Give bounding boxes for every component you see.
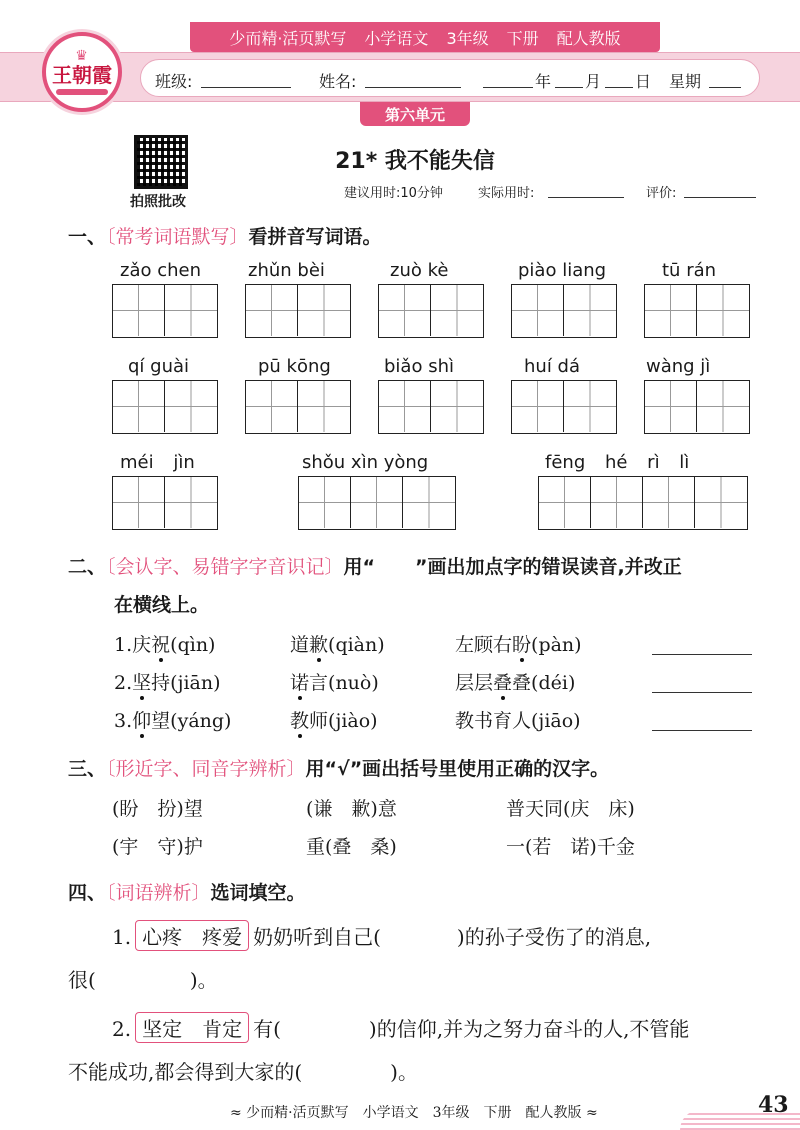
writing-grid[interactable] bbox=[298, 476, 456, 530]
item-number: 3. bbox=[114, 710, 133, 732]
item-text: 道 bbox=[290, 634, 310, 656]
series-item: 下册 bbox=[506, 28, 539, 48]
pinyin: huí dá bbox=[524, 356, 580, 377]
actual-time-label: 实际用时: bbox=[478, 186, 535, 201]
section-2-instruction-cont: 在横线上。 bbox=[114, 594, 210, 616]
section-instruction: 用“ bbox=[343, 556, 376, 578]
pinyin: fēng hé rì lì bbox=[545, 452, 690, 473]
writing-grid[interactable] bbox=[538, 476, 748, 530]
item-pinyin: (yáng) bbox=[170, 710, 232, 732]
pinyin: tū rán bbox=[662, 260, 717, 281]
section-tag: 〔会认字、易错字字音识记〕 bbox=[106, 556, 344, 578]
section-1-heading bbox=[68, 222, 382, 249]
section-number: 三、 bbox=[68, 758, 107, 780]
year-field[interactable] bbox=[483, 70, 533, 88]
qr-label: 拍照批改 bbox=[130, 194, 186, 210]
crown-icon: ♛ bbox=[75, 48, 89, 64]
char-choice-item[interactable]: (盼 扮)望 bbox=[112, 798, 203, 820]
section-tag: 〔常考词语默写〕 bbox=[106, 226, 249, 248]
pinyin: zǎo chen bbox=[120, 260, 201, 281]
item-pinyin: (qìn) bbox=[170, 634, 216, 656]
weekday-field[interactable] bbox=[709, 70, 741, 88]
char-choice-item[interactable]: (谦 歉)意 bbox=[306, 798, 397, 820]
class-label: 班级: bbox=[155, 72, 193, 91]
word-choices: 心疼 疼爱 bbox=[135, 920, 249, 951]
name-label: 姓名: bbox=[319, 72, 357, 91]
month-field[interactable] bbox=[555, 70, 583, 88]
pronunciation-item bbox=[455, 630, 582, 657]
section-instruction: 用“√”画出括号里使用正确的汉字。 bbox=[305, 758, 610, 780]
fill-question-1 bbox=[112, 920, 651, 951]
section-tag: 〔形近字、同音字辨析〕 bbox=[106, 758, 306, 780]
writing-grid[interactable] bbox=[245, 380, 351, 434]
series-item: 3年级 bbox=[446, 28, 489, 48]
pronunciation-item bbox=[290, 630, 385, 657]
writing-grid[interactable] bbox=[378, 284, 484, 338]
question-text: )的孙子受伤了的消息, bbox=[456, 925, 652, 949]
section-instruction: ”画出加点字的错误读音,并改正 bbox=[415, 556, 682, 578]
section-number: 二、 bbox=[68, 556, 107, 578]
section-instruction: 选词填空。 bbox=[210, 882, 306, 904]
section-number: 一、 bbox=[68, 226, 107, 248]
item-text: 教书育人 bbox=[455, 710, 532, 732]
dotted-char: 教 bbox=[290, 710, 310, 732]
item-text: 持 bbox=[151, 672, 171, 694]
year-label: 年 bbox=[535, 72, 552, 91]
question-text: 很( bbox=[68, 968, 96, 992]
brand-logo bbox=[42, 32, 122, 112]
question-text: 奶奶听到自己( bbox=[253, 925, 381, 949]
writing-grid[interactable] bbox=[112, 380, 218, 434]
pinyin: zhǔn bèi bbox=[248, 260, 325, 281]
section-2-heading bbox=[68, 552, 682, 579]
weekday-label: 星期 bbox=[669, 72, 702, 91]
pinyin: méi jìn bbox=[120, 452, 195, 473]
pronunciation-item bbox=[114, 630, 215, 657]
question-text: 有( bbox=[253, 1017, 281, 1041]
item-pinyin: (jiāo) bbox=[531, 710, 581, 732]
question-text: )。 bbox=[390, 1060, 418, 1084]
footer-series: ≈ 少而精·活页默写 小学语文 3年级 下册 配人教版 ≈ bbox=[230, 1105, 598, 1121]
fill-question-1-cont bbox=[68, 964, 218, 993]
logo-ribbon bbox=[56, 89, 108, 95]
item-text: 望 bbox=[151, 710, 171, 732]
answer-line[interactable] bbox=[652, 654, 752, 655]
char-choice-item[interactable]: (宇 守)护 bbox=[112, 836, 203, 858]
dotted-char: 盼 bbox=[512, 634, 532, 656]
question-text: )的信仰,并为之努力奋斗的人,不管能 bbox=[368, 1017, 690, 1041]
item-pinyin: (pàn) bbox=[531, 634, 582, 656]
item-pinyin: (déi) bbox=[531, 672, 576, 694]
pronunciation-item bbox=[114, 668, 221, 695]
day-field[interactable] bbox=[605, 70, 633, 88]
dotted-char: 歉 bbox=[309, 634, 329, 656]
item-pinyin: (jiào) bbox=[328, 710, 378, 732]
month-label: 月 bbox=[585, 72, 602, 91]
question-text: 不能成功,都会得到大家的( bbox=[68, 1060, 303, 1084]
pinyin: zuò kè bbox=[390, 260, 449, 281]
question-text: )。 bbox=[189, 968, 218, 992]
writing-grid[interactable] bbox=[511, 380, 617, 434]
rating-label: 评价: bbox=[646, 186, 677, 201]
section-number: 四、 bbox=[68, 882, 107, 904]
word-choices: 坚定 肯定 bbox=[135, 1012, 249, 1043]
item-pinyin: (jiān) bbox=[170, 672, 221, 694]
writing-grid[interactable] bbox=[378, 380, 484, 434]
series-item: 少而精·活页默写 bbox=[229, 28, 347, 48]
answer-line[interactable] bbox=[652, 730, 752, 731]
pinyin: wàng jì bbox=[646, 356, 711, 377]
series-item: 小学语文 bbox=[364, 28, 429, 48]
item-text: 层层 bbox=[455, 672, 494, 694]
pinyin: qí guài bbox=[128, 356, 190, 377]
dotted-char: 仰 bbox=[132, 710, 152, 732]
section-4-heading bbox=[68, 878, 306, 905]
page-number: 43 bbox=[758, 1092, 789, 1118]
pronunciation-item bbox=[290, 706, 378, 733]
section-instruction: 看拼音写词语。 bbox=[248, 226, 382, 248]
dotted-char: 叠 bbox=[493, 672, 513, 694]
answer-line[interactable] bbox=[652, 692, 752, 693]
pronunciation-item bbox=[114, 706, 231, 733]
lesson-title: 21* 我不能失信 bbox=[335, 149, 495, 174]
dotted-char: 坚 bbox=[132, 672, 152, 694]
writing-grid[interactable] bbox=[112, 476, 218, 530]
dotted-char: 祝 bbox=[151, 634, 171, 656]
item-pinyin: (qiàn) bbox=[328, 634, 385, 656]
item-number: 2. bbox=[114, 672, 133, 694]
suggested-time: 建议用时:10分钟 bbox=[344, 186, 443, 201]
pronunciation-item bbox=[290, 668, 379, 695]
name-field[interactable] bbox=[365, 70, 461, 88]
section-tag: 〔词语辨析〕 bbox=[106, 882, 211, 904]
section-3-heading bbox=[68, 754, 609, 781]
pinyin: piào liang bbox=[518, 260, 607, 281]
item-pinyin: (nuò) bbox=[328, 672, 379, 694]
fill-question-2 bbox=[112, 1012, 689, 1043]
pinyin: pū kōng bbox=[258, 356, 331, 377]
writing-grid[interactable] bbox=[112, 284, 218, 338]
pinyin: shǒu xìn yòng bbox=[302, 452, 429, 473]
question-number: 1. bbox=[112, 925, 132, 949]
actual-time-field[interactable] bbox=[548, 184, 624, 198]
fill-question-2-cont bbox=[68, 1056, 418, 1085]
qr-code-icon[interactable] bbox=[134, 135, 188, 189]
char-choice-item[interactable]: 重(叠 桑) bbox=[306, 836, 397, 858]
item-text: 叠 bbox=[512, 672, 532, 694]
page-footer bbox=[0, 1088, 800, 1130]
item-text: 左顾右 bbox=[455, 634, 513, 656]
char-choice-item[interactable]: 普天同(庆 床) bbox=[506, 798, 635, 820]
question-number: 2. bbox=[112, 1017, 132, 1041]
writing-grid[interactable] bbox=[511, 284, 617, 338]
item-text: 师 bbox=[309, 710, 329, 732]
char-choice-item[interactable]: 一(若 诺)千金 bbox=[506, 836, 635, 858]
writing-grid[interactable] bbox=[644, 284, 750, 338]
pronunciation-item bbox=[455, 668, 575, 695]
series-item: 配人教版 bbox=[556, 28, 621, 48]
writing-grid[interactable] bbox=[644, 380, 750, 434]
logo-name: 王朝霞 bbox=[52, 63, 112, 87]
series-bar bbox=[190, 22, 660, 52]
item-text: 庆 bbox=[132, 634, 152, 656]
item-text: 言 bbox=[309, 672, 329, 694]
writing-grid[interactable] bbox=[245, 284, 351, 338]
pinyin: biǎo shì bbox=[384, 356, 454, 377]
info-fields bbox=[140, 59, 760, 97]
dotted-char: 诺 bbox=[290, 672, 310, 694]
item-number: 1. bbox=[114, 634, 133, 656]
class-field[interactable] bbox=[201, 70, 291, 88]
unit-tab: 第六单元 bbox=[360, 102, 470, 126]
day-label: 日 bbox=[635, 72, 652, 91]
rating-field[interactable] bbox=[684, 184, 756, 198]
pronunciation-item bbox=[455, 706, 581, 733]
